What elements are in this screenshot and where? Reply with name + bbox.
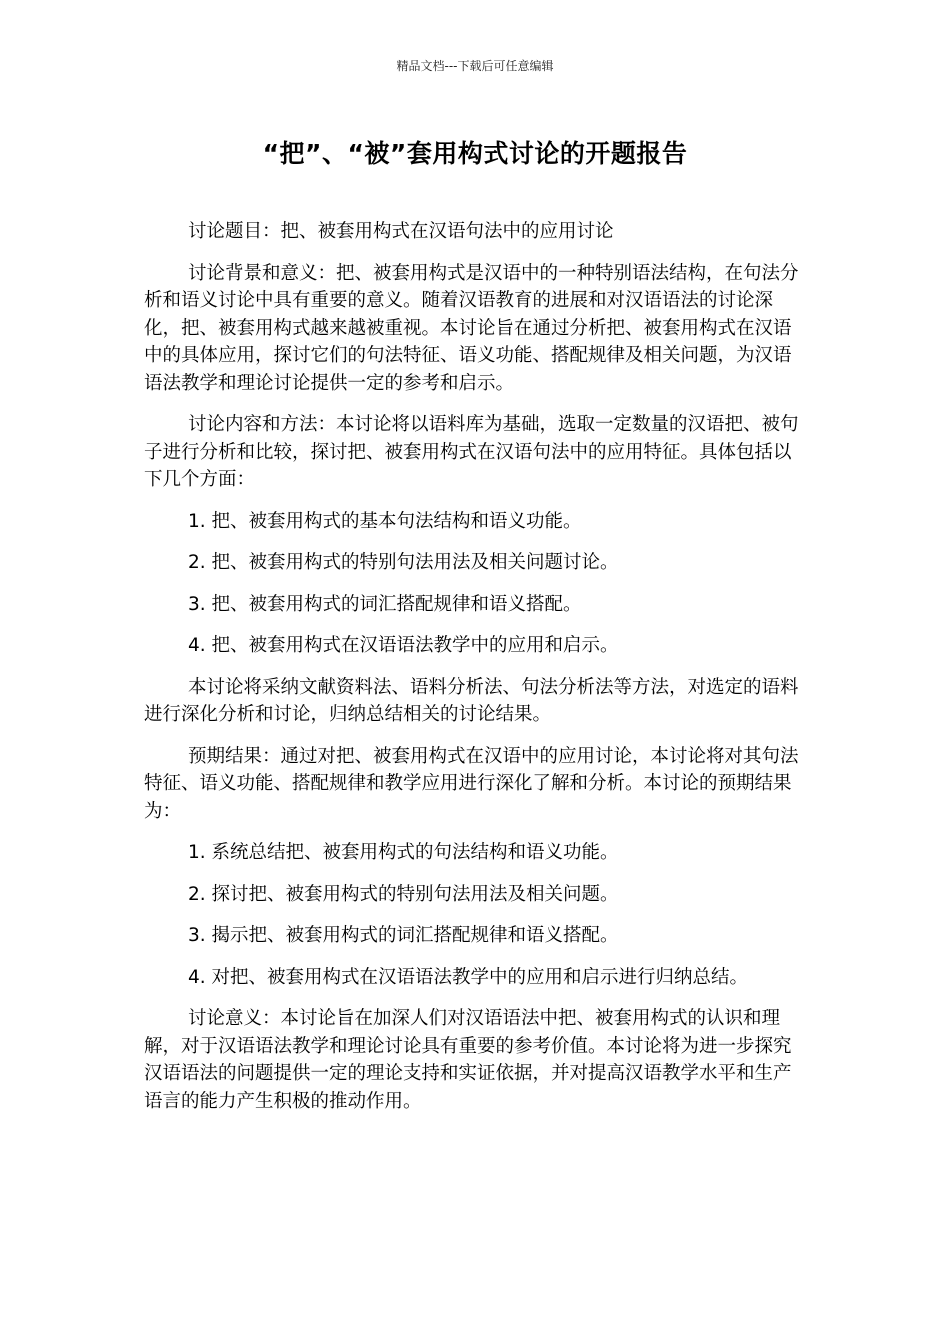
significance-paragraph: 讨论意义：本讨论旨在加深人们对汉语语法中把、被套用构式的认识和理解，对于汉语语法教学和理论讨论具有重要的参考价值。本讨论将为进一步探究汉语语法的问题提供一定的理论支持和实证依据，并对提高汉语教学水平和生产语言的能力产生积极的推动作用。 <box>144 1008 792 1112</box>
content-list-item: 4. 把、被套用构式在汉语语法教学中的应用和启示。 <box>188 635 619 656</box>
topic-paragraph: 讨论题目：把、被套用构式在汉语句法中的应用讨论 <box>188 221 614 242</box>
content-list-item: 2. 把、被套用构式的特别句法用法及相关问题讨论。 <box>188 552 619 573</box>
page-header: 精品文档---下载后可任意编辑 <box>396 59 554 73</box>
content-list-item: 1. 把、被套用构式的基本句法结构和语义功能。 <box>188 510 582 532</box>
expected-list-item: 1. 系统总结把、被套用构式的句法结构和语义功能。 <box>188 842 619 863</box>
document-title: “把”、“被”套用构式讨论的开题报告 <box>262 139 688 168</box>
method-paragraph: 本讨论将采纳文献资料法、语料分析法、句法分析法等方法，对选定的语料进行深化分析和讨论，归纳总结相关的讨论结果。 <box>144 676 799 725</box>
document-body <box>144 218 804 1129</box>
background-paragraph: 讨论背景和意义：把、被套用构式是汉语中的一种特别语法结构，在句法分析和语义讨论中具有重要的意义。随着汉语教育的进展和对汉语语法的讨论深化，把、被套用构式越来越被重视。本讨论旨在通过分析把、被套用构式在汉语中的具体应用，探讨它们的句法特征、语义功能、搭配规律及相关问题，为汉语语法教学和理论讨论提供一定的参考和启示。 <box>144 262 799 394</box>
expected-list-item: 4. 对把、被套用构式在汉语语法教学中的应用和启示进行归纳总结。 <box>188 966 749 988</box>
expected-intro-paragraph: 预期结果：通过对把、被套用构式在汉语中的应用讨论，本讨论将对其句法特征、语义功能、搭配规律和教学应用进行深化了解和分析。本讨论的预期结果为： <box>144 745 799 822</box>
content-intro-paragraph: 讨论内容和方法：本讨论将以语料库为基础，选取一定数量的汉语把、被句子进行分析和比较，探讨把、被套用构式在汉语句法中的应用特征。具体包括以下几个方面： <box>144 414 799 490</box>
expected-list-item: 2. 探讨把、被套用构式的特别句法用法及相关问题。 <box>188 883 619 905</box>
expected-list-item: 3. 揭示把、被套用构式的词汇搭配规律和语义搭配。 <box>188 925 619 946</box>
content-list-item: 3. 把、被套用构式的词汇搭配规律和语义搭配。 <box>188 593 582 615</box>
